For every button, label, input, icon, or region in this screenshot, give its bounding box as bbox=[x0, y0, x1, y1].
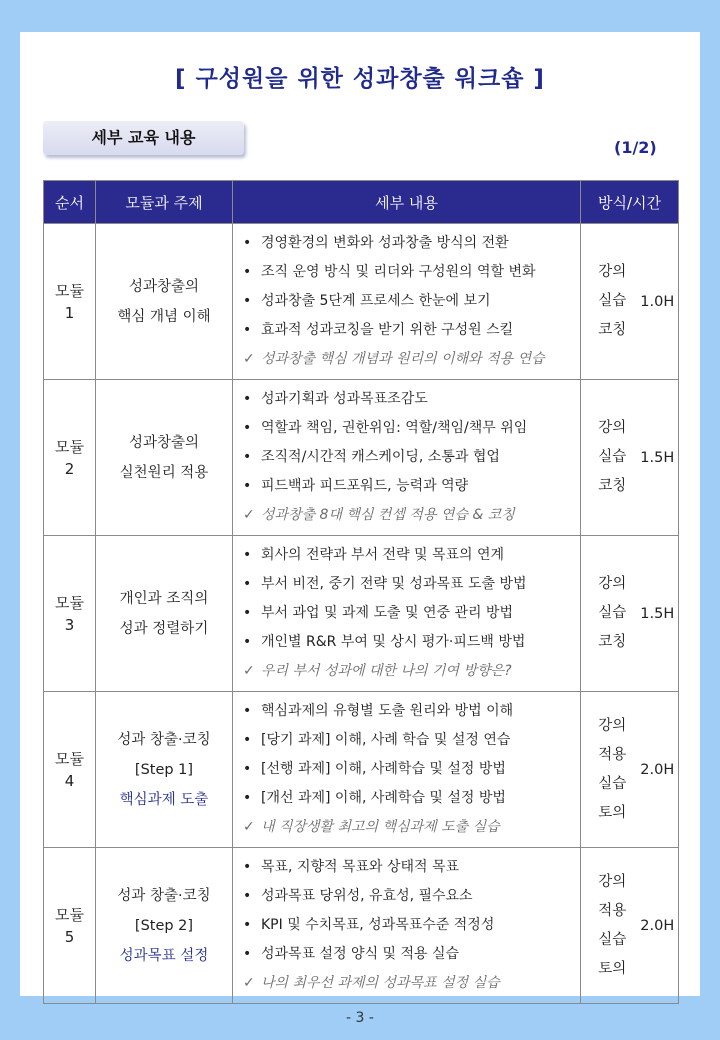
table-row bbox=[44, 848, 679, 1004]
module-time: 2.0H bbox=[637, 692, 679, 848]
bullet-icon: • bbox=[243, 888, 252, 904]
list-item bbox=[243, 258, 576, 287]
module-topic-line: 성과창출의 bbox=[128, 278, 200, 295]
module-topic-line: 성과 창출·코칭 bbox=[117, 731, 211, 748]
bullet-icon: • bbox=[243, 478, 252, 494]
bullet-icon: • bbox=[243, 761, 252, 777]
list-item bbox=[243, 784, 576, 813]
detail-text: 피드백과 피드포워드, 능력과 역량 bbox=[261, 478, 469, 494]
list-item bbox=[243, 628, 576, 657]
checkmark-icon: ✓ bbox=[243, 663, 255, 679]
page-indicator: (1/2) bbox=[614, 138, 657, 157]
bullet-icon: • bbox=[243, 420, 252, 436]
detail-list bbox=[243, 541, 576, 686]
module-details bbox=[233, 536, 581, 692]
method-line: 강의 bbox=[598, 873, 627, 890]
detail-text: 성과창출 5단계 프로세스 한눈에 보기 bbox=[261, 293, 491, 309]
module-topic-line: [Step 2] bbox=[134, 917, 194, 934]
method-line: 강의 bbox=[598, 576, 627, 592]
method-line: 실습 bbox=[598, 449, 627, 465]
table-row bbox=[44, 536, 679, 692]
module-time: 1.0H bbox=[637, 224, 679, 380]
module-topic bbox=[96, 536, 233, 692]
list-item bbox=[243, 414, 576, 443]
module-order-line: 4 bbox=[64, 771, 75, 790]
module-topic-line: 성과 창출·코칭 bbox=[117, 887, 211, 904]
module-topic-line: 실천원리 적용 bbox=[119, 464, 209, 481]
detail-text: [선행 과제] 이해, 사례학습 및 설정 방법 bbox=[261, 761, 506, 777]
list-item bbox=[243, 755, 576, 784]
module-time: 2.0H bbox=[637, 848, 679, 1004]
method-line: 토의 bbox=[598, 960, 627, 977]
method-line: 실습 bbox=[598, 775, 627, 792]
module-order-line: 3 bbox=[64, 615, 75, 634]
module-order bbox=[44, 224, 96, 380]
list-item bbox=[243, 726, 576, 755]
checkmark-icon: ✓ bbox=[243, 351, 255, 367]
table-row bbox=[44, 692, 679, 848]
detail-text: [당기 과제] 이해, 사례 학습 및 설정 연습 bbox=[261, 732, 511, 748]
practice-text: 우리 부서 성과에 대한 나의 기여 방향은? bbox=[261, 663, 512, 679]
bullet-icon: • bbox=[243, 859, 252, 875]
detail-text: 성과목표 당위성, 유효성, 필수요소 bbox=[261, 888, 473, 904]
method-line: 강의 bbox=[598, 420, 627, 436]
list-item bbox=[243, 853, 576, 882]
module-topic-line: 핵심 개념 이해 bbox=[117, 308, 211, 325]
header-topic: 모듈과 주제 bbox=[96, 181, 233, 224]
module-order-line: 2 bbox=[64, 459, 75, 478]
table-row bbox=[44, 224, 679, 380]
detail-text: 성과목표 설정 양식 및 적용 실습 bbox=[261, 946, 460, 962]
list-item bbox=[243, 229, 576, 258]
header-method-time: 방식/시간 bbox=[581, 181, 679, 224]
module-details bbox=[233, 224, 581, 380]
detail-list bbox=[243, 853, 576, 998]
method-line: 코칭 bbox=[598, 322, 627, 338]
practice-text: 성과창출 핵심 개념과 원리의 이해와 적용 연습 bbox=[261, 351, 545, 367]
practice-text: 성과창출 8대 핵심 컨셉 적용 연습 & 코칭 bbox=[261, 507, 515, 523]
bullet-icon: • bbox=[243, 634, 252, 650]
detail-text: KPI 및 수치목표, 성과목표수준 적정성 bbox=[261, 917, 495, 933]
list-item bbox=[243, 287, 576, 316]
practice-item bbox=[243, 813, 576, 842]
list-item bbox=[243, 385, 576, 414]
curriculum-table bbox=[43, 180, 679, 1004]
module-details bbox=[233, 848, 581, 1004]
bullet-icon: • bbox=[243, 605, 252, 621]
checkmark-icon: ✓ bbox=[243, 819, 255, 835]
checkmark-icon: ✓ bbox=[243, 975, 255, 991]
list-item bbox=[243, 911, 576, 940]
bullet-icon: • bbox=[243, 547, 252, 563]
method-line: 토의 bbox=[598, 804, 627, 821]
module-method bbox=[581, 224, 637, 380]
practice-item bbox=[243, 657, 576, 686]
module-topic bbox=[96, 224, 233, 380]
detail-text: 부서 비전, 중기 전략 및 성과목표 도출 방법 bbox=[261, 576, 527, 592]
detail-text: 개인별 R&R 부여 및 상시 평가·피드백 방법 bbox=[261, 634, 526, 650]
module-topic-line: 개인과 조직의 bbox=[119, 590, 209, 607]
page-title: [ 구성원을 위한 성과창출 워크숍 ] bbox=[175, 66, 545, 92]
module-order bbox=[44, 848, 96, 1004]
module-order-line: 모듈 bbox=[55, 593, 84, 612]
method-line: 적용 bbox=[598, 902, 627, 919]
module-order bbox=[44, 692, 96, 848]
list-item bbox=[243, 882, 576, 911]
detail-text: 조직 운영 방식 및 리더와 구성원의 역할 변화 bbox=[261, 264, 536, 280]
bullet-icon: • bbox=[243, 790, 252, 806]
module-method bbox=[581, 536, 637, 692]
module-order-line: 5 bbox=[64, 927, 75, 946]
method-line: 강의 bbox=[598, 717, 627, 734]
bullet-icon: • bbox=[243, 946, 252, 962]
detail-list bbox=[243, 697, 576, 842]
module-topic-line: [Step 1] bbox=[134, 761, 194, 778]
method-line: 실습 bbox=[598, 931, 627, 948]
table-header-row bbox=[44, 181, 679, 224]
detail-text: [개선 과제] 이해, 사례학습 및 설정 방법 bbox=[261, 790, 506, 806]
practice-item bbox=[243, 345, 576, 374]
module-order-line: 1 bbox=[64, 303, 75, 322]
bullet-icon: • bbox=[243, 391, 252, 407]
practice-item bbox=[243, 969, 576, 998]
bullet-icon: • bbox=[243, 917, 252, 933]
module-topic-subtitle: 성과목표 설정 bbox=[119, 947, 209, 964]
list-item bbox=[243, 443, 576, 472]
module-details bbox=[233, 380, 581, 536]
bullet-icon: • bbox=[243, 322, 252, 338]
method-line: 코칭 bbox=[598, 634, 627, 650]
practice-item bbox=[243, 501, 576, 530]
module-topic bbox=[96, 848, 233, 1004]
module-topic-line: 성과창출의 bbox=[128, 434, 200, 451]
detail-text: 효과적 성과코칭을 받기 위한 구성원 스킬 bbox=[261, 322, 514, 338]
module-order-line: 모듈 bbox=[55, 437, 84, 456]
module-order-line: 모듈 bbox=[55, 905, 84, 924]
method-line: 실습 bbox=[598, 293, 627, 309]
detail-text: 경영환경의 변화와 성과창출 방식의 전환 bbox=[261, 235, 509, 251]
detail-text: 부서 과업 및 과제 도출 및 연중 관리 방법 bbox=[261, 605, 513, 621]
module-topic bbox=[96, 692, 233, 848]
method-line: 실습 bbox=[598, 605, 627, 621]
detail-text: 목표, 지향적 목표와 상태적 목표 bbox=[261, 859, 460, 875]
bullet-icon: • bbox=[243, 293, 252, 309]
module-details bbox=[233, 692, 581, 848]
practice-text: 내 직장생활 최고의 핵심과제 도출 실습 bbox=[261, 819, 500, 835]
module-topic bbox=[96, 380, 233, 536]
detail-text: 핵심과제의 유형별 도출 원리와 방법 이해 bbox=[261, 703, 514, 719]
page-number: - 3 - bbox=[346, 1010, 374, 1026]
module-order bbox=[44, 536, 96, 692]
bullet-icon: • bbox=[243, 703, 252, 719]
module-method bbox=[581, 848, 637, 1004]
list-item bbox=[243, 472, 576, 501]
detail-text: 회사의 전략과 부서 전략 및 목표의 연계 bbox=[261, 547, 505, 563]
module-time: 1.5H bbox=[637, 380, 679, 536]
module-topic-line: 성과 정렬하기 bbox=[119, 620, 209, 637]
bullet-icon: • bbox=[243, 732, 252, 748]
bullet-icon: • bbox=[243, 235, 252, 251]
detail-text: 조직적/시간적 캐스케이딩, 소통과 협업 bbox=[261, 449, 500, 465]
list-item bbox=[243, 316, 576, 345]
module-time: 1.5H bbox=[637, 536, 679, 692]
section-label: 세부 교육 내용 bbox=[43, 121, 244, 155]
list-item bbox=[243, 697, 576, 726]
checkmark-icon: ✓ bbox=[243, 507, 255, 523]
document-page bbox=[20, 32, 700, 996]
module-topic-subtitle: 핵심과제 도출 bbox=[119, 791, 209, 808]
detail-text: 역할과 책임, 권한위임: 역할/책임/책무 위임 bbox=[261, 420, 528, 436]
list-item bbox=[243, 541, 576, 570]
method-line: 코칭 bbox=[598, 478, 627, 494]
table-row bbox=[44, 380, 679, 536]
module-order bbox=[44, 380, 96, 536]
list-item bbox=[243, 940, 576, 969]
practice-text: 나의 최우선 과제의 성과목표 설정 실습 bbox=[261, 975, 500, 991]
list-item bbox=[243, 570, 576, 599]
header-order: 순서 bbox=[44, 181, 96, 224]
header-details: 세부 내용 bbox=[233, 181, 581, 224]
bullet-icon: • bbox=[243, 576, 252, 592]
module-order-line: 모듈 bbox=[55, 749, 84, 768]
bullet-icon: • bbox=[243, 449, 252, 465]
bullet-icon: • bbox=[243, 264, 252, 280]
detail-list bbox=[243, 229, 576, 374]
detail-text: 성과기획과 성과목표조감도 bbox=[261, 391, 428, 407]
module-method bbox=[581, 692, 637, 848]
list-item bbox=[243, 599, 576, 628]
method-line: 적용 bbox=[598, 746, 627, 763]
module-method bbox=[581, 380, 637, 536]
detail-list bbox=[243, 385, 576, 530]
module-order-line: 모듈 bbox=[55, 281, 84, 300]
method-line: 강의 bbox=[598, 264, 627, 280]
